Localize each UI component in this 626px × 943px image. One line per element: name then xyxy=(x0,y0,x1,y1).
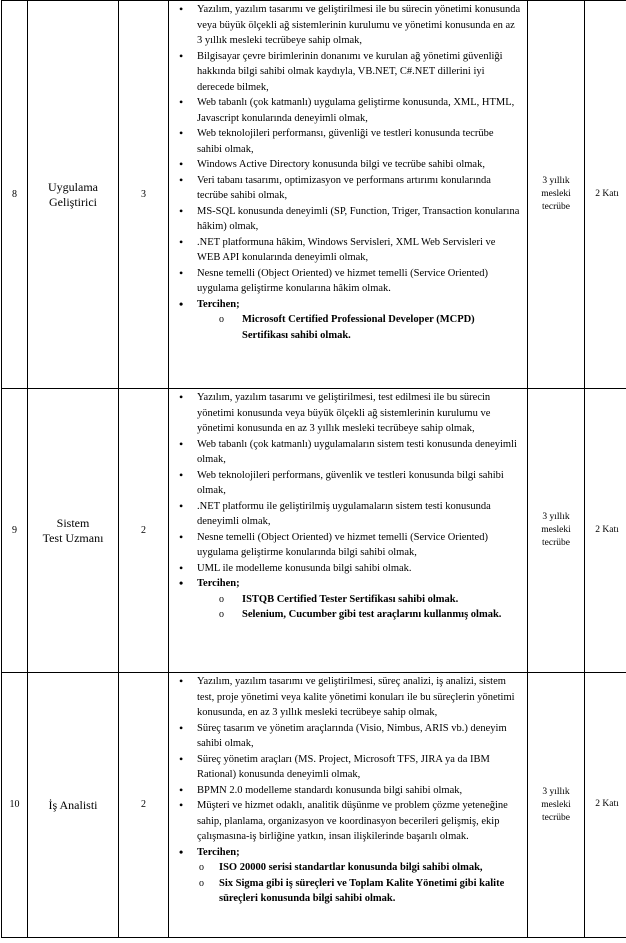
table-row xyxy=(2,673,626,938)
list-item: • Nesne temelli (Object Oriented) ve hizmet temelli (Service Oriented) uygulama geliştirme konularına hâkim olmak. xyxy=(169,266,521,297)
preferred-list xyxy=(197,592,521,623)
table-row xyxy=(2,1,626,389)
experience-cell xyxy=(528,673,585,938)
preferred-label: Tercihen; xyxy=(197,298,240,310)
list-item: • Yazılım, yazılım tasarımı ve geliştirilmesi, süreç analizi, iş analizi, sistem test, proje yönetimi veya kalite yönetimi konuları ile bu süreçlerin yönetimi konusunda, en az 3 yıllık mesleki tecrübeye sahip olmak, xyxy=(169,674,521,721)
preferred-item: o Six Sigma gibi iş süreçleri ve Toplam Kalite Yönetimi gibi kalite süreçleri konusunda bilgi sahibi olmak. xyxy=(197,876,521,907)
row-number: 8 xyxy=(2,1,28,389)
preferred-heading xyxy=(169,576,521,623)
requirements-list xyxy=(169,2,527,343)
position-title-line: Uygulama xyxy=(48,179,98,194)
list-item: • Veri tabanı tasarımı, optimizasyon ve performans artırımı konularında tecrübe sahibi olmak, xyxy=(169,173,521,204)
preferred-item: o ISO 20000 serisi standartlar konusunda bilgi sahibi olmak, xyxy=(197,860,521,876)
position-title-line: Sistem xyxy=(56,515,90,530)
list-item: • Web teknolojileri performansı, güvenliği ve testleri konusunda tecrübe sahibi olmak, xyxy=(169,126,521,157)
position-title xyxy=(28,389,119,673)
list-item: • BPMN 2.0 modelleme standardı konusunda bilgi sahibi olmak, xyxy=(169,783,521,799)
preferred-label: Tercihen; xyxy=(197,578,240,589)
list-item: • .NET platformu ile geliştirilmiş uygulamaların sistem testi konusunda deneyimli olmak, xyxy=(169,499,521,530)
experience-line: tecrübe xyxy=(542,812,570,823)
position-title-line: Geliştirici xyxy=(49,194,97,209)
preferred-heading xyxy=(169,297,521,344)
list-item: • Süreç tasarım ve yönetim araçlarında (Visio, Nimbus, ARIS vb.) deneyim sahibi olmak, xyxy=(169,721,521,752)
list-item: • Web teknolojileri performans, güvenlik ve testleri konusunda bilgi sahibi olmak, xyxy=(169,468,521,499)
experience-cell xyxy=(528,389,585,673)
list-item: • Web tabanlı (çok katmanlı) uygulamaların sistem testi konusunda deneyimli olmak, xyxy=(169,437,521,468)
multiplier-cell: 2 Katı xyxy=(585,389,626,673)
multiplier-cell: 2 Katı xyxy=(585,1,626,389)
list-item: • Süreç yönetim araçları (MS. Project, Microsoft TFS, JIRA ya da IBM Rational) konusunda deneyimli olmak, xyxy=(169,752,521,783)
experience-line: tecrübe xyxy=(542,202,570,212)
position-count: 3 xyxy=(119,1,169,389)
row-number: 9 xyxy=(2,389,28,673)
preferred-list xyxy=(197,312,521,343)
list-item: • Yazılım, yazılım tasarımı ve geliştirilmesi, test edilmesi ile bu sürecin yönetimi konusunda veya büyük ölçekli ağ sistemlerinin kurulumu ve yönetimi konusunda en az 3 yıllık mesleki tecrübeye sahip olmak, xyxy=(169,390,521,437)
preferred-label: Tercihen; xyxy=(197,846,240,858)
experience-line: 3 yıllık xyxy=(542,176,570,186)
list-item: • Müşteri ve hizmet odaklı, analitik düşünme ve problem çözme yeteneğine sahip, planlama, organizasyon ve koordinasyon becerileri gelişmiş, ekip çalışmasına-iş birliğine yatkın, insan ilişkilerinde başarılı olmak. xyxy=(169,798,521,845)
preferred-item: o Microsoft Certified Professional Developer (MCPD) Sertifikası sahibi olmak. xyxy=(197,312,521,343)
list-item: • Web tabanlı (çok katmanlı) uygulama geliştirme konusunda, XML, HTML, Javascript konularında deneyimli olmak, xyxy=(169,95,521,126)
experience-cell xyxy=(528,1,585,389)
position-title-line: İş Analisti xyxy=(48,797,98,812)
list-item: • MS-SQL konusunda deneyimli (SP, Function, Triger, Transaction konularına hâkim) olmak, xyxy=(169,204,521,235)
requirements-cell xyxy=(169,673,528,938)
experience-line: 3 yıllık xyxy=(542,786,570,797)
list-item: • .NET platformuna hâkim, Windows Servisleri, XML Web Servisleri ve WEB API konularında deneyimli olmak, xyxy=(169,235,521,266)
preferred-item: o ISTQB Certified Tester Sertifikası sahibi olmak. xyxy=(197,592,521,608)
list-item: • Bilgisayar çevre birimlerinin donanımı ve kurulan ağ yönetimi güvenliği hakkında bilgi sahibi olmak kaydıyla, VB.NET, C#.NET dillerini iyi derecede bilmek, xyxy=(169,49,521,96)
preferred-heading xyxy=(169,845,521,907)
preferred-list xyxy=(197,860,521,907)
table-row xyxy=(2,389,626,673)
experience-line: mesleki xyxy=(541,189,571,199)
position-count: 2 xyxy=(119,673,169,938)
position-title-line: Test Uzmanı xyxy=(42,530,104,545)
preferred-item: o Selenium, Cucumber gibi test araçlarını kullanmış olmak. xyxy=(197,607,521,623)
multiplier-cell: 2 Katı xyxy=(585,673,626,938)
requirements-list xyxy=(169,390,527,623)
position-title xyxy=(28,1,119,389)
position-title xyxy=(28,673,119,938)
requirements-cell xyxy=(169,389,528,673)
experience-line: 3 yıllık xyxy=(542,512,570,522)
list-item: • Windows Active Directory konusunda bilgi ve tecrübe sahibi olmak, xyxy=(169,157,521,173)
list-item: • UML ile modelleme konusunda bilgi sahibi olmak. xyxy=(169,561,521,577)
experience-line: mesleki xyxy=(541,799,571,810)
row-number: 10 xyxy=(2,673,28,938)
requirements-cell xyxy=(169,1,528,389)
list-item: • Nesne temelli (Object Oriented) ve hizmet temelli (Service Oriented) uygulama geliştirme konularında bilgi sahibi olmak, xyxy=(169,530,521,561)
requirements-list xyxy=(169,674,527,907)
experience-line: tecrübe xyxy=(542,538,570,548)
position-count: 2 xyxy=(119,389,169,673)
positions-table xyxy=(1,0,626,938)
list-item: • Yazılım, yazılım tasarımı ve geliştirilmesi ile bu sürecin yönetimi konusunda veya büyük ölçekli ağ sistemlerinin kurulumu ve yönetimi konusunda en az 3 yıllık mesleki tecrübeye sahip olmak, xyxy=(169,2,521,49)
experience-line: mesleki xyxy=(541,525,571,535)
